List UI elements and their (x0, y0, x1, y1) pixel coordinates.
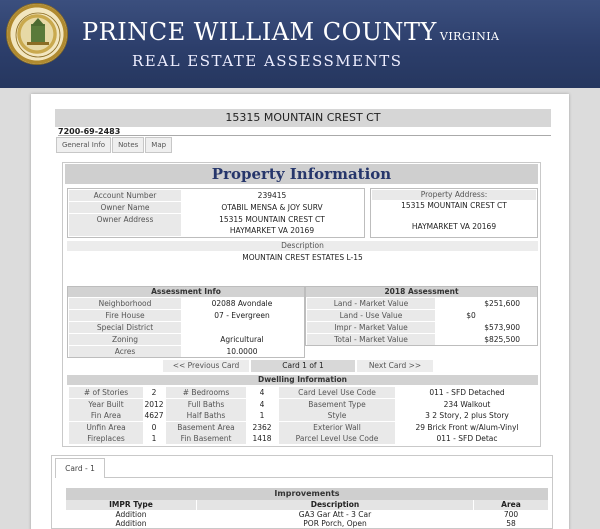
exterior-wall-value: 29 Brick Front w/Alum-Vinyl (415, 422, 519, 432)
basement-type-label: Basement Type (279, 399, 395, 410)
style-label: Style (279, 410, 395, 421)
tab-underline (104, 477, 553, 478)
zoning-label: Zoning (69, 334, 181, 345)
impr-row-1-description: GA3 Gar Att - 3 Car (298, 510, 372, 519)
year-built-value: 2012 (144, 399, 164, 409)
impr-row-1-type: Addition (115, 510, 147, 519)
account-number-label: Account Number (69, 190, 181, 201)
property-address-line2: HAYMARKET VA 20169 (411, 222, 497, 231)
next-card-button[interactable]: Next Card >> (357, 360, 433, 372)
land-use-label: Land - Use Value (307, 310, 435, 321)
land-market-value: $251,600 (484, 299, 520, 308)
county-title: PRINCE WILLIAM COUNTY VIRGINIA (82, 18, 500, 46)
fireplaces-value: 1 (151, 434, 157, 443)
card-level-use-code-value: 011 - SFD Detached (429, 388, 505, 397)
impr-row-1-area: 700 (503, 510, 519, 519)
parcel-level-use-code-value: 011 - SFD Detac (436, 434, 498, 443)
impr-description-header: Description (197, 500, 473, 510)
owner-name-label: Owner Name (69, 202, 181, 213)
site-subtitle: REAL ESTATE ASSESSMENTS (132, 52, 403, 70)
section-title: Property Information (65, 164, 538, 184)
bedrooms-label: # Bedrooms (166, 387, 246, 398)
owner-name-value: OTABIL MENSA & JOY SURV (221, 203, 323, 212)
impr-type-header: IMPR Type (66, 500, 196, 510)
impr-area-header: Area (474, 500, 548, 510)
property-address-line1: 15315 MOUNTAIN CREST CT (401, 201, 507, 210)
assessment-info-title: Assessment Info (68, 287, 304, 297)
tab-card-1[interactable]: Card - 1 (55, 458, 105, 478)
exterior-wall-label: Exterior Wall (279, 422, 395, 433)
fin-area-label: Fin Area (69, 410, 143, 421)
bedrooms-value: 4 (259, 388, 265, 397)
improvements-title: Improvements (66, 488, 548, 500)
impr-market-label: Impr - Market Value (307, 322, 435, 333)
basement-area-label: Basement Area (166, 422, 246, 433)
header-banner (0, 0, 600, 88)
stories-label: # of Stories (69, 387, 143, 398)
tab-bar (56, 137, 173, 153)
unfin-area-value: 0 (151, 422, 157, 432)
style-value: 3 2 Story, 2 plus Story (425, 411, 509, 420)
description-label: Description (67, 241, 538, 251)
card-indicator: Card 1 of 1 (251, 360, 355, 372)
land-use-value: $0 (466, 311, 476, 320)
neighborhood-label: Neighborhood (69, 298, 181, 309)
half-baths-value: 1 (259, 411, 265, 420)
tab-general-info[interactable]: General Info (56, 137, 111, 153)
card-level-use-code-label: Card Level Use Code (279, 387, 395, 398)
fire-house-label: Fire House (69, 310, 181, 321)
acres-label: Acres (69, 346, 181, 357)
total-market-label: Total - Market Value (307, 334, 435, 345)
total-market-value: $825,500 (484, 335, 520, 344)
fireplaces-label: Fireplaces (69, 433, 143, 444)
basement-type-value: 234 Walkout (443, 399, 491, 409)
half-baths-label: Half Baths (166, 410, 246, 421)
special-district-value (182, 322, 302, 333)
property-address-label: Property Address: (372, 190, 536, 200)
zoning-value: Agricultural (220, 335, 264, 344)
impr-row-2-description: POR Porch, Open (303, 519, 367, 528)
full-baths-value: 4 (259, 399, 265, 409)
parcel-id: 7200-69-2483 (58, 127, 551, 136)
parcel-address-heading: 15315 MOUNTAIN CREST CT (55, 109, 551, 127)
special-district-label: Special District (69, 322, 181, 333)
state-label: VIRGINIA (439, 30, 500, 43)
fin-basement-label: Fin Basement (166, 433, 246, 444)
parcel-level-use-code-label: Parcel Level Use Code (279, 433, 395, 444)
owner-address-line1: 15315 MOUNTAIN CREST CT (219, 215, 325, 224)
stories-value: 2 (151, 388, 157, 397)
fin-basement-value: 1418 (252, 434, 272, 443)
assessment-2018-title: 2018 Assessment (306, 287, 537, 297)
impr-row-2-area: 58 (506, 519, 516, 528)
neighborhood-value: 02088 Avondale (211, 299, 273, 308)
tab-map[interactable]: Map (145, 137, 172, 153)
unfin-area-label: Unfin Area (69, 422, 143, 433)
impr-market-value: $573,900 (484, 323, 520, 332)
land-market-label: Land - Market Value (307, 298, 435, 309)
county-seal-logo (6, 3, 68, 65)
tab-notes[interactable]: Notes (112, 137, 144, 153)
fire-house-value: 07 - Evergreen (214, 311, 270, 320)
account-number-value: 239415 (257, 191, 287, 200)
acres-value: 10.0000 (226, 347, 258, 356)
basement-area-value: 2362 (252, 422, 272, 432)
description-value: MOUNTAIN CREST ESTATES L-15 (242, 253, 363, 262)
full-baths-label: Full Baths (166, 399, 246, 410)
previous-card-button[interactable]: << Previous Card (163, 360, 249, 372)
dwelling-info-title: Dwelling Information (67, 375, 538, 385)
fin-area-value: 4627 (144, 411, 164, 420)
owner-address-label: Owner Address (69, 214, 181, 236)
impr-row-2-type: Addition (115, 519, 147, 528)
owner-address-line2: HAYMARKET VA 20169 (229, 226, 315, 235)
year-built-label: Year Built (69, 399, 143, 410)
